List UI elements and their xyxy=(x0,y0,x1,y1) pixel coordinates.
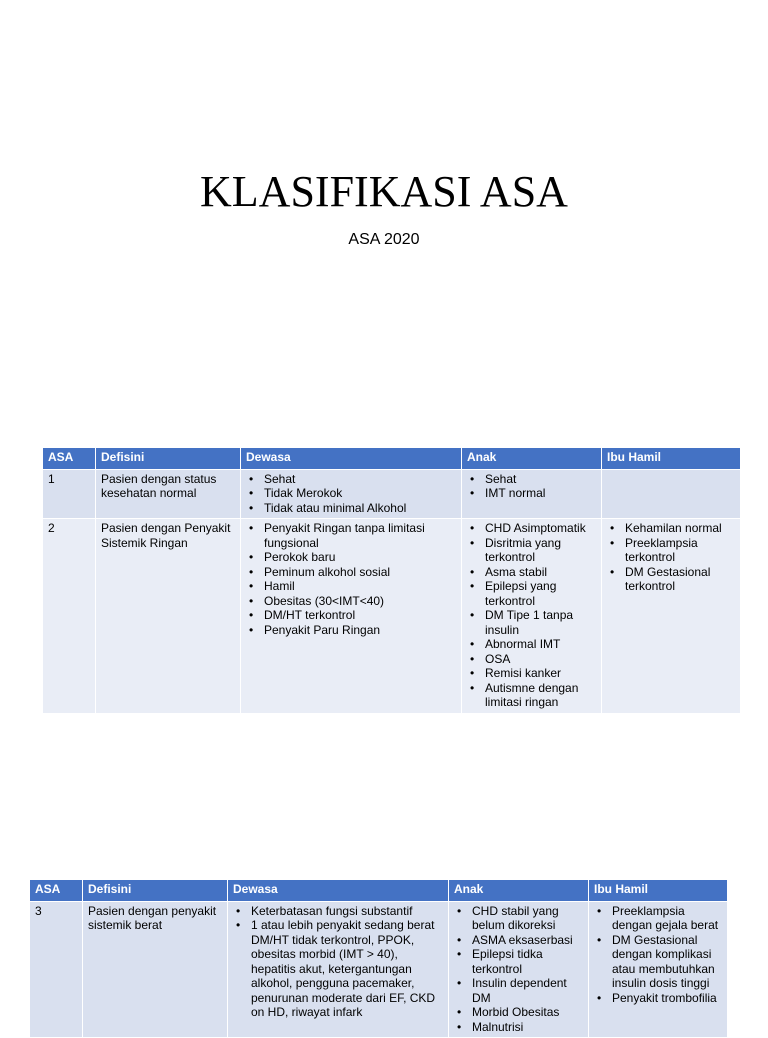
list-item: • Perokok baru xyxy=(246,550,456,565)
column-header: Ibu Hamil xyxy=(602,448,741,470)
cell-ibu-hamil xyxy=(602,469,741,519)
cell-anak xyxy=(449,901,589,1038)
list-item: • DM/HT terkontrol xyxy=(246,608,456,623)
cell-definisi: Pasien dengan penyakit sistemik berat xyxy=(83,901,228,1038)
bullet-list xyxy=(454,904,583,1035)
list-item: • Asma stabil xyxy=(467,565,596,580)
column-header: ASA xyxy=(30,880,83,902)
list-item: • Tidak atau minimal Alkohol xyxy=(246,501,456,516)
list-item: • Preeklampsia terkontrol xyxy=(607,536,735,565)
cell-definisi: Pasien dengan status kesehatan normal xyxy=(96,469,241,519)
list-item: • DM Tipe 1 tanpa insulin xyxy=(467,608,596,637)
cell-ibu-hamil xyxy=(589,901,728,1038)
list-item: • Penyakit trombofilia xyxy=(594,991,722,1006)
list-item: • Morbid Obesitas xyxy=(454,1005,583,1020)
cell-asa: 1 xyxy=(43,469,96,519)
table-header-row xyxy=(43,448,741,470)
list-item: • Remisi kanker xyxy=(467,666,596,681)
list-item: • Peminum alkohol sosial xyxy=(246,565,456,580)
cell-dewasa xyxy=(228,901,449,1038)
column-header: Anak xyxy=(462,448,602,470)
list-item: • Tidak Merokok xyxy=(246,486,456,501)
list-item: • Disritmia yang terkontrol xyxy=(467,536,596,565)
column-header: Defisini xyxy=(83,880,228,902)
list-item: • Epilepsi yang terkontrol xyxy=(467,579,596,608)
slide-title: KLASIFIKASI ASA xyxy=(200,167,568,216)
list-item: • Abnormal IMT xyxy=(467,637,596,652)
list-item: • DM Gestasional terkontrol xyxy=(607,565,735,594)
cell-dewasa xyxy=(241,519,462,714)
list-item: • Insulin dependent DM xyxy=(454,976,583,1005)
asa-table-2 xyxy=(29,879,728,1038)
table-row xyxy=(43,469,741,519)
list-item: • 1 atau lebih penyakit sedang berat DM/HT tidak terkontrol, PPOK, obesitas morbid (IMT > 40), hepatitis akut, ketergantungan alkohol, pengguna pacemaker, penurunan moderate dari EF, CKD on HD, riwayat infark xyxy=(233,918,443,1020)
cell-anak xyxy=(462,519,602,714)
bullet-list xyxy=(607,521,735,594)
bullet-list xyxy=(467,472,596,501)
cell-anak xyxy=(462,469,602,519)
cell-ibu-hamil xyxy=(602,519,741,714)
list-item: • Kehamilan normal xyxy=(607,521,735,536)
column-header: Anak xyxy=(449,880,589,902)
column-header: Ibu Hamil xyxy=(589,880,728,902)
list-item: • Penyakit Paru Ringan xyxy=(246,623,456,638)
list-item: • Epilepsi tidka terkontrol xyxy=(454,947,583,976)
list-item: • ASMA eksaserbasi xyxy=(454,933,583,948)
list-item: • Preeklampsia dengan gejala berat xyxy=(594,904,722,933)
list-item: • Penyakit Ringan tanpa limitasi fungsional xyxy=(246,521,456,550)
list-item: • Sehat xyxy=(467,472,596,487)
table-row xyxy=(43,519,741,714)
cell-definisi: Pasien dengan Penyakit Sistemik Ringan xyxy=(96,519,241,714)
table-row xyxy=(30,901,728,1038)
cell-asa: 2 xyxy=(43,519,96,714)
column-header: ASA xyxy=(43,448,96,470)
asa-table-1 xyxy=(42,447,741,714)
bullet-list xyxy=(246,472,456,516)
list-item: • CHD stabil yang belum dikoreksi xyxy=(454,904,583,933)
list-item: • OSA xyxy=(467,652,596,667)
bullet-list xyxy=(594,904,722,1006)
column-header: Dewasa xyxy=(228,880,449,902)
cell-asa: 3 xyxy=(30,901,83,1038)
list-item: • Autismne dengan limitasi ringan xyxy=(467,681,596,710)
bullet-list xyxy=(246,521,456,637)
cell-dewasa xyxy=(241,469,462,519)
column-header: Dewasa xyxy=(241,448,462,470)
list-item: • Malnutrisi xyxy=(454,1020,583,1035)
table-header-row xyxy=(30,880,728,902)
list-item: • IMT normal xyxy=(467,486,596,501)
column-header: Defisini xyxy=(96,448,241,470)
list-item: • Sehat xyxy=(246,472,456,487)
list-item: • Hamil xyxy=(246,579,456,594)
list-item: • Obesitas (30<IMT<40) xyxy=(246,594,456,609)
bullet-list xyxy=(233,904,443,1020)
slide-subtitle: ASA 2020 xyxy=(348,231,420,248)
list-item: • Keterbatasan fungsi substantif xyxy=(233,904,443,919)
list-item: • CHD Asimptomatik xyxy=(467,521,596,536)
bullet-list xyxy=(467,521,596,710)
list-item: • DM Gestasional dengan komplikasi atau membutuhkan insulin dosis tinggi xyxy=(594,933,722,991)
